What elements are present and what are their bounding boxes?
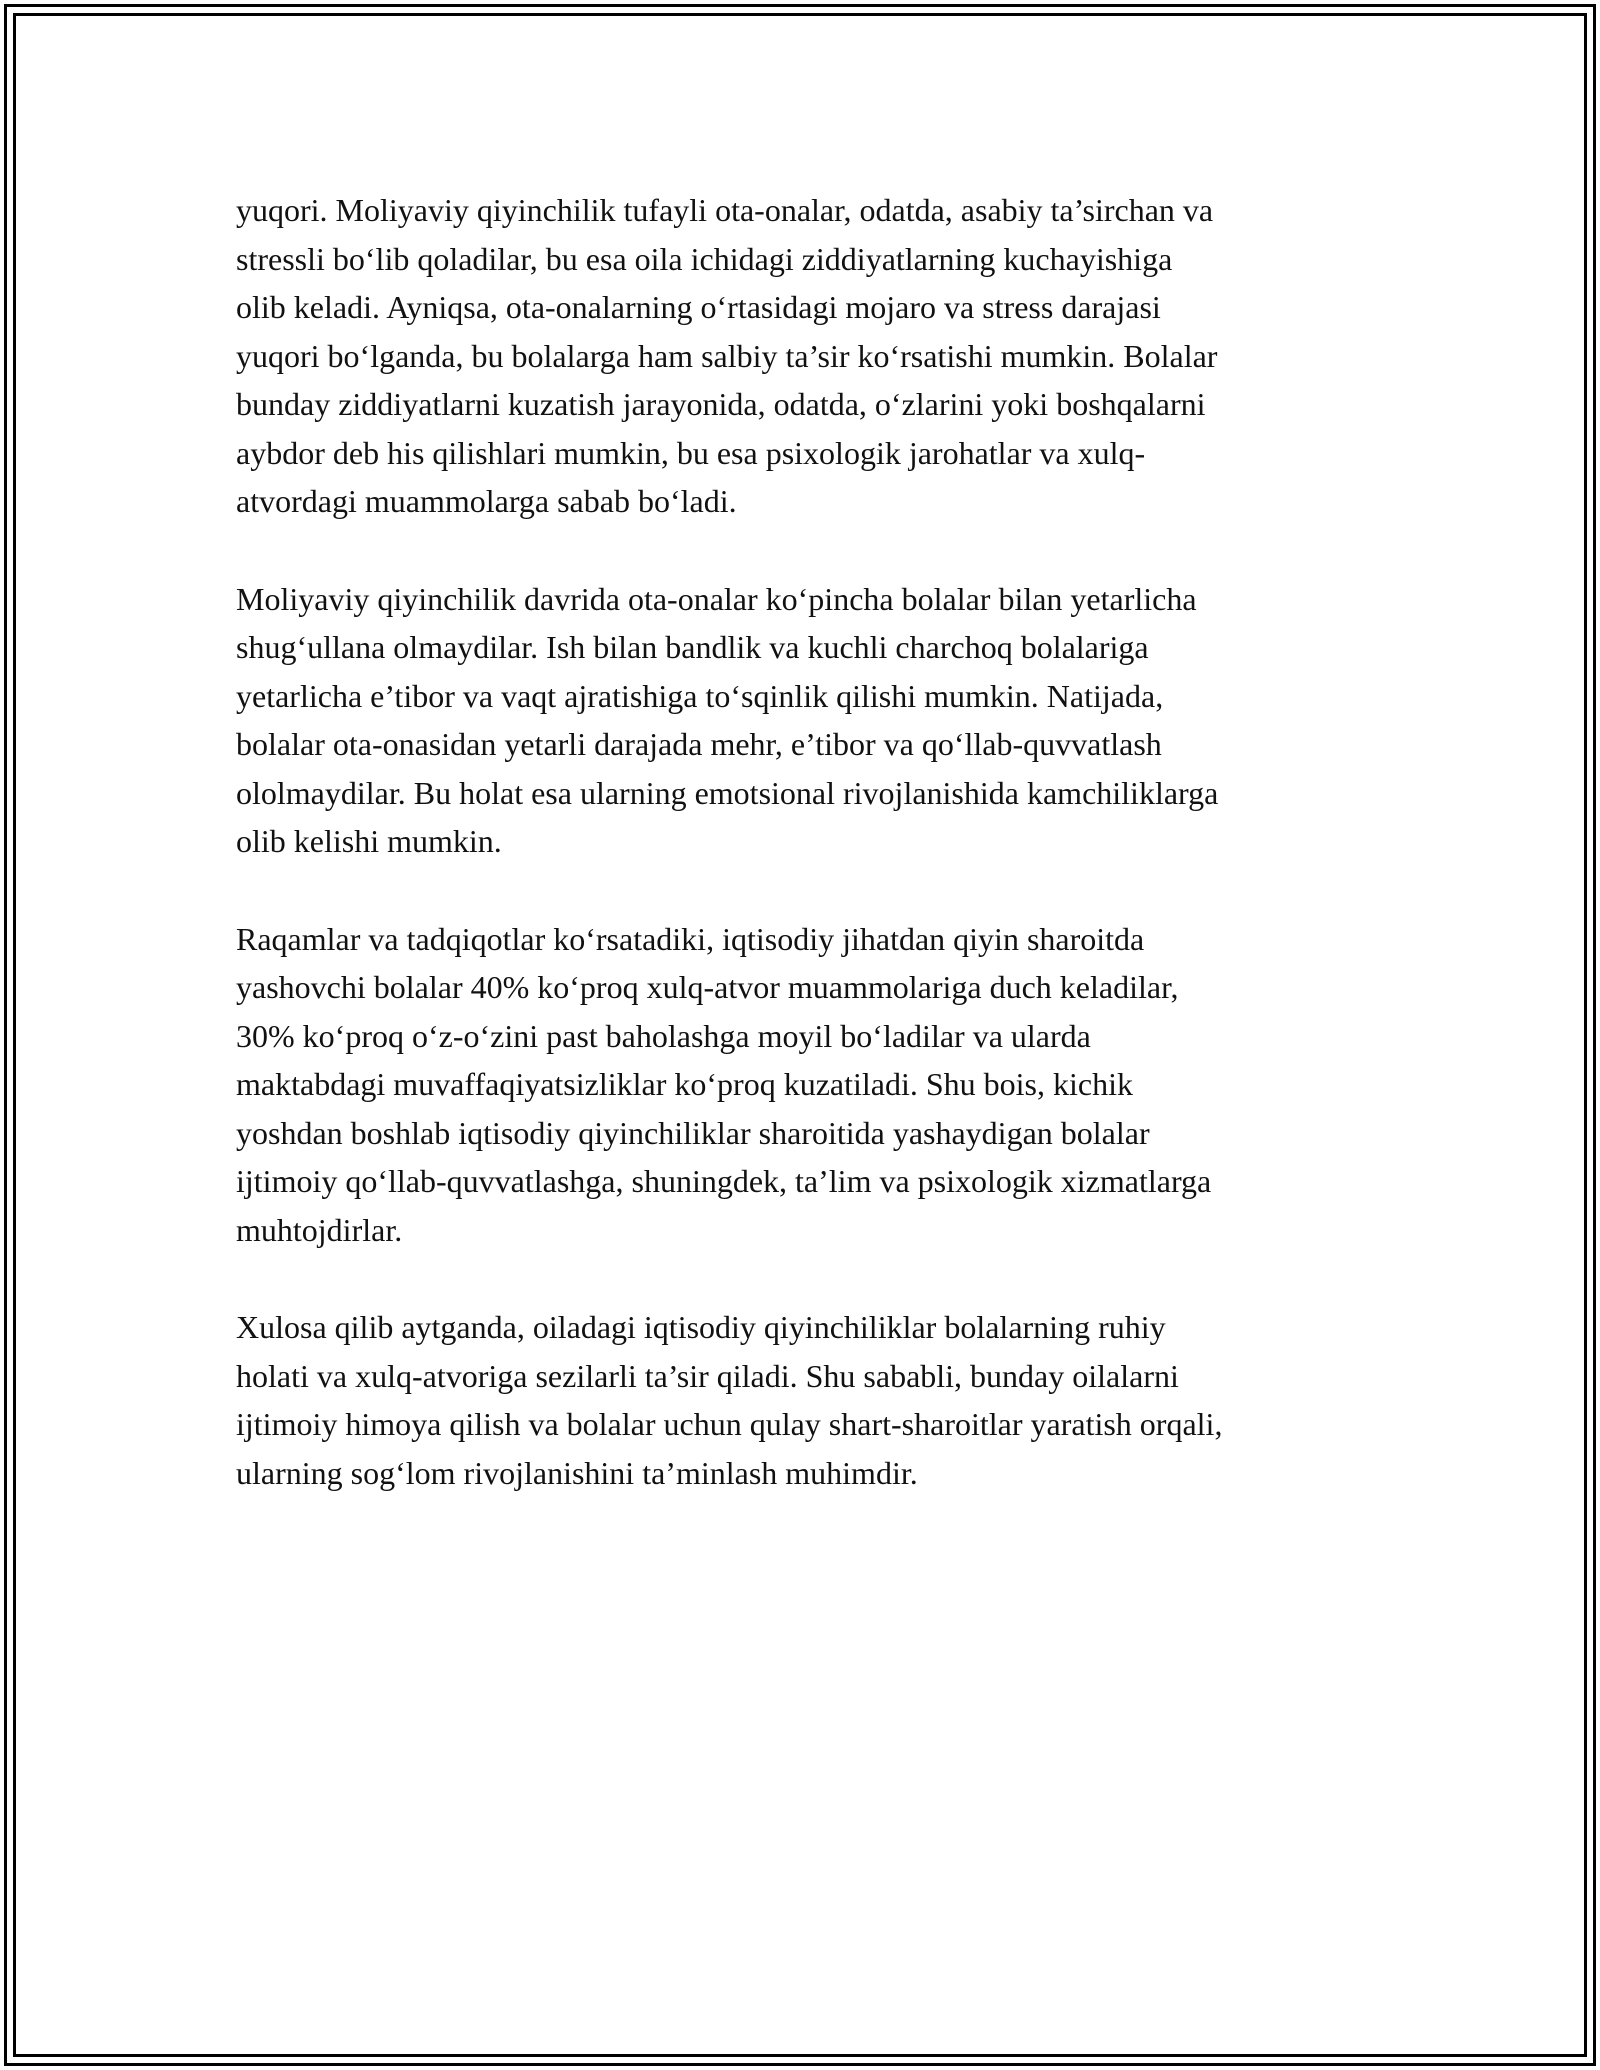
text-line: yetarlicha e’tibor va vaqt ajratishiga to‘sqinlik qilishi mumkin. Natijada, — [236, 677, 1164, 714]
text-line: Xulosa qilib aytganda, oiladagi iqtisodiy qiyinchiliklar bolalarning ruhiy — [236, 1309, 1166, 1345]
text-line: olib keladi. Ayniqsa, ota-onalarning o‘rtasidagi mojaro va stress darajasi — [236, 289, 1161, 325]
document-body — [236, 186, 1376, 1546]
text-line: yashovchi bolalar 40% ko‘proq xulq-atvor muammolariga duch keladilar, — [236, 969, 1179, 1005]
paragraph-conclusion — [236, 1303, 1376, 1497]
text-line: aybdor deb his qilishlari mumkin, bu esa psixologik jarohatlar va xulq- — [236, 434, 1146, 471]
text-line: muhtojdirlar. — [236, 1211, 403, 1248]
text-line: bunday ziddiyatlarni kuzatish jarayonida, odatda, o‘zlarini yoki boshqalarni — [236, 386, 1206, 422]
text-line: ijtimoiy himoya qilish va bolalar uchun qulay shart-sharoitlar yaratish orqali, — [236, 1406, 1223, 1442]
paragraph-parental-attention — [236, 575, 1376, 866]
paragraph-family-stress — [236, 186, 1376, 526]
text-line: bolalar ota-onasidan yetarli darajada mehr, e’tibor va qo‘llab-quvvatlash — [236, 726, 1162, 762]
text-line: atvordagi muammolarga sabab bo‘ladi. — [236, 483, 737, 519]
text-line: ololmaydilar. Bu holat esa ularning emotsional rivojlanishida kamchiliklarga — [236, 774, 1219, 811]
text-line: ularning sog‘lom rivojlanishini ta’minlash muhimdir. — [236, 1454, 918, 1491]
paragraph-statistics — [236, 915, 1376, 1255]
text-line: Raqamlar va tadqiqotlar ko‘rsatadiki, iqtisodiy jihatdan qiyin sharoitda — [236, 920, 1145, 957]
text-line: holati va xulq-atvoriga sezilarli ta’sir qiladi. Shu sababli, bunday oilalarni — [236, 1357, 1179, 1394]
text-line: 30% ko‘proq o‘z-o‘zini past baholashga moyil bo‘ladilar va ularda — [236, 1017, 1091, 1054]
text-line: shug‘ullana olmaydilar. Ish bilan bandlik va kuchli charchoq bolalariga — [236, 629, 1149, 665]
text-line: yoshdan boshlab iqtisodiy qiyinchiliklar sharoitida yashaydigan bolalar — [236, 1114, 1150, 1151]
text-line: maktabdagi muvaffaqiyatsizliklar ko‘proq kuzatiladi. Shu bois, kichik — [236, 1066, 1133, 1102]
text-line: stressli bo‘lib qoladilar, bu esa oila ichidagi ziddiyatlarning kuchayishiga — [236, 240, 1173, 277]
text-line: Moliyaviy qiyinchilik davrida ota-onalar ko‘pincha bolalar bilan yetarlicha — [236, 580, 1197, 617]
text-line: ijtimoiy qo‘llab-quvvatlashga, shuningdek, ta’lim va psixologik xizmatlarga — [236, 1163, 1212, 1199]
text-line: yuqori bo‘lganda, bu bolalarga ham salbiy ta’sir ko‘rsatishi mumkin. Bolalar — [236, 337, 1218, 374]
text-line: yuqori. Moliyaviy qiyinchilik tufayli ota-onalar, odatda, asabiy ta’sirchan va — [236, 192, 1214, 228]
text-line: olib kelishi mumkin. — [236, 823, 502, 859]
